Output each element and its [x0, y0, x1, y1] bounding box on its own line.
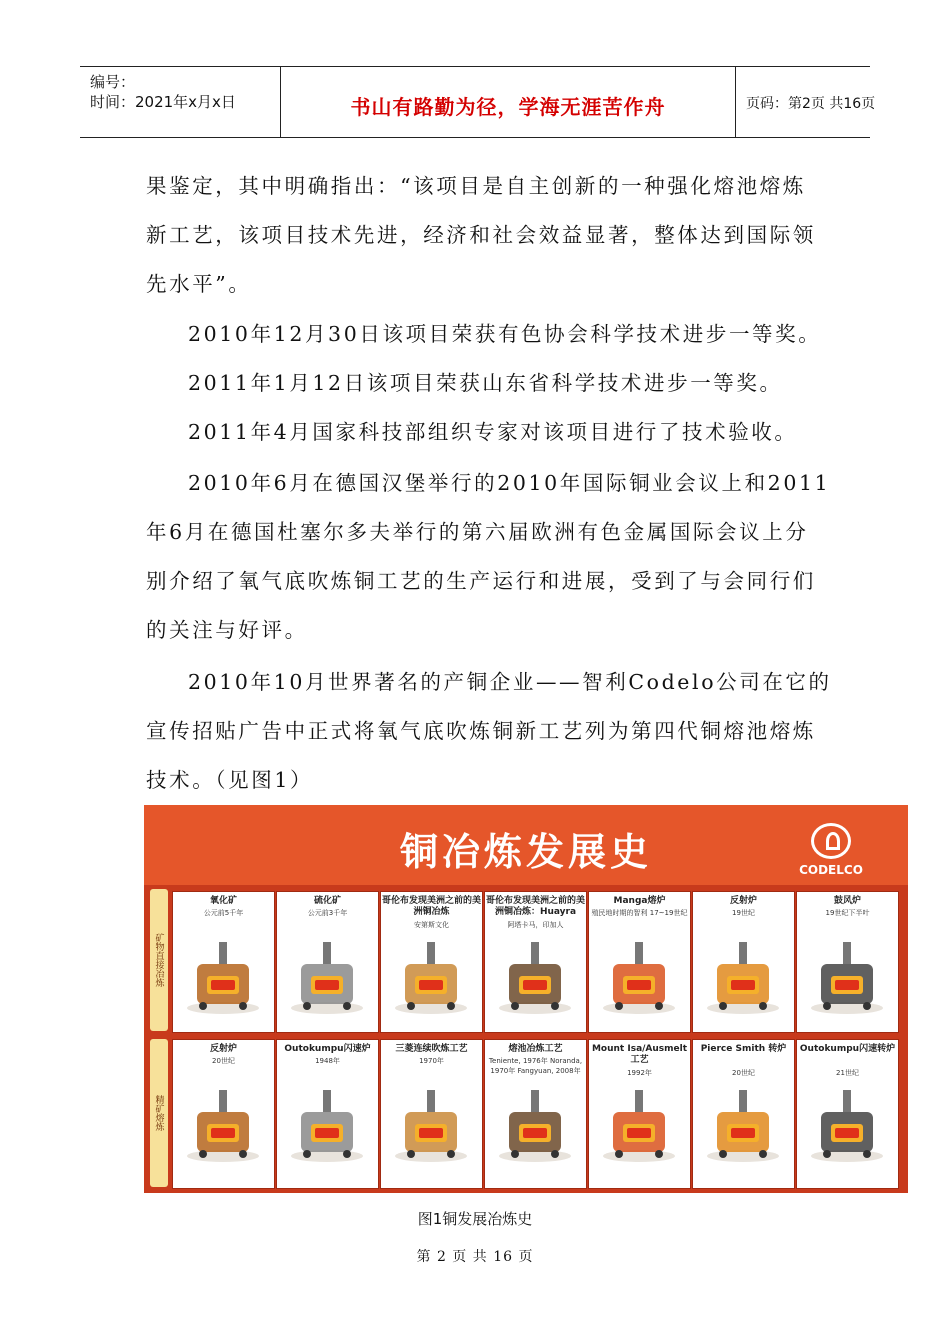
furnace-illustration — [493, 926, 578, 1016]
furnace-illustration — [389, 926, 474, 1016]
poster-panel — [588, 1039, 691, 1189]
paragraph-codelco — [146, 658, 832, 805]
page-header — [80, 66, 876, 138]
furnace-illustration — [181, 926, 266, 1016]
text-line: 2011年4月国家科技部组织专家对该项目进行了技术验收。 — [188, 420, 798, 444]
text-line: 的关注与好评。 — [146, 618, 308, 642]
panel-subtitle: 1992年 — [627, 1069, 652, 1077]
panel-title: 反射炉 — [729, 896, 757, 906]
panel-subtitle: 19世纪 — [732, 909, 755, 917]
furnace-illustration — [493, 1074, 578, 1164]
poster-panel — [380, 1039, 483, 1189]
page-footer: 第 2 页 共 16 页 — [416, 1249, 534, 1265]
codelco-logo-text: CODELCO — [799, 863, 863, 877]
furnace-illustration — [701, 926, 786, 1016]
text-line: 技术。（见图1） — [146, 768, 314, 792]
header-page-number: 页码：第2页 共16页 — [746, 96, 876, 112]
poster-panel — [276, 891, 379, 1033]
text-line: 宣传招贴广告中正式将氧气底吹炼铜新工艺列为第四代铜熔池熔炼 — [146, 719, 816, 743]
poster-panel — [172, 891, 275, 1033]
doc-number-label: 编号： — [90, 73, 136, 91]
panel-subtitle: 20世纪 — [732, 1069, 755, 1077]
panel-title: Pierce Smith 转炉 — [700, 1044, 787, 1054]
panel-subtitle: 阿塔卡马，印加人 — [507, 921, 564, 929]
furnace-illustration — [805, 1074, 890, 1164]
text-line: 先水平”。 — [146, 272, 252, 296]
panel-title: 熔池冶炼工艺 — [508, 1044, 563, 1054]
paragraph-acceptance — [146, 408, 816, 457]
panel-title: 氧化矿 — [209, 896, 237, 906]
panel-title: Outokumpu闪速转炉 — [799, 1044, 896, 1054]
panel-subtitle: 殖民地时期的智利 17~19世纪 — [591, 909, 688, 917]
poster-panel — [796, 1039, 899, 1189]
header-meta-cell — [80, 67, 280, 137]
text-line: 年6月在德国杜塞尔多夫举行的第六届欧洲有色金属国际会议上分 — [146, 520, 809, 544]
poster-panel — [484, 891, 587, 1033]
figure-caption: 图1铜发展冶炼史 — [417, 1210, 533, 1228]
row-label-direct-smelting: 矿物直接冶炼 — [150, 889, 168, 1031]
text-line: 2010年12月30日该项目荣获有色协会科学技术进步一等奖。 — [188, 322, 822, 346]
panel-title: 哥伦布发现美洲之前的美洲铜冶炼 — [381, 896, 481, 917]
paragraph-appraisal — [146, 162, 816, 309]
furnace-illustration — [805, 926, 890, 1016]
panel-subtitle: 1948年 — [315, 1057, 340, 1065]
header-motto-cell — [280, 67, 736, 137]
furnace-illustration — [597, 926, 682, 1016]
furnace-illustration — [285, 926, 370, 1016]
panel-subtitle: 19世纪下半叶 — [825, 909, 870, 917]
poster-panel — [172, 1039, 275, 1189]
panel-title: Mount Isa/Ausmelt工艺 — [591, 1044, 688, 1065]
panel-subtitle: 公元前5千年 — [203, 909, 244, 917]
text-line: 别介绍了氧气底吹炼铜工艺的生产运行和进展，受到了与会同行们 — [146, 569, 816, 593]
text-line: 2010年10月世界著名的产铜企业——智利Codelo公司在它的 — [188, 670, 832, 694]
panel-subtitle: 21世纪 — [836, 1069, 859, 1077]
furnace-illustration — [181, 1074, 266, 1164]
panel-title: 三菱连续吹炼工艺 — [395, 1044, 468, 1054]
panel-title: 鼓风炉 — [833, 896, 861, 906]
poster-panel — [484, 1039, 587, 1189]
panel-title: Manga熔炉 — [613, 896, 666, 906]
codelco-logo — [776, 823, 886, 883]
panel-subtitle: 安第斯文化 — [414, 921, 449, 929]
panel-title: Outokumpu闪速炉 — [284, 1044, 371, 1054]
paragraph-award-2010 — [146, 310, 822, 359]
paragraph-award-2011 — [146, 359, 816, 408]
panel-title: 哥伦布发现美洲之前的美洲铜冶炼：Huayra — [485, 896, 585, 917]
codelco-logo-icon — [811, 823, 851, 859]
furnace-illustration — [701, 1074, 786, 1164]
text-line: 果鉴定，其中明确指出：“该项目是自主创新的一种强化熔池熔炼 — [146, 174, 806, 198]
text-line: 新工艺，该项目技术先进，经济和社会效益显著，整体达到国际领 — [146, 223, 816, 247]
furnace-illustration — [597, 1074, 682, 1164]
poster-panel — [276, 1039, 379, 1189]
text-line: 2011年1月12日该项目荣获山东省科学技术进步一等奖。 — [188, 371, 783, 395]
panel-subtitle: 公元前3千年 — [307, 909, 348, 917]
poster-title: 铜冶炼发展史 — [399, 830, 652, 874]
panel-title: 反射炉 — [209, 1044, 237, 1054]
furnace-illustration — [285, 1074, 370, 1164]
poster-panel — [692, 891, 795, 1033]
poster-panel — [588, 891, 691, 1033]
furnace-illustration — [389, 1074, 474, 1164]
poster-panel — [692, 1039, 795, 1189]
panel-subtitle: 1970年 — [419, 1057, 444, 1065]
poster-panel — [796, 891, 899, 1033]
panel-subtitle: 20世纪 — [212, 1057, 235, 1065]
poster-panel — [380, 891, 483, 1033]
paragraph-conferences — [146, 459, 831, 655]
text-line: 2010年6月在德国汉堡举行的2010年国际铜业会议上和2011 — [188, 471, 831, 495]
panel-subtitle: Teniente, 1976年 Noranda, 1970年 Fangyuan, 2008年 — [488, 1057, 583, 1075]
panel-title: 硫化矿 — [313, 896, 341, 906]
copper-history-poster — [144, 805, 908, 1193]
header-motto: 书山有路勤为径，学海无涯苦作舟 — [350, 95, 666, 119]
row-label-concentrate-smelting: 精矿熔炼 — [150, 1039, 168, 1187]
header-page-cell — [736, 67, 876, 137]
doc-time-label: 时间：2021年x月x日 — [90, 93, 236, 111]
